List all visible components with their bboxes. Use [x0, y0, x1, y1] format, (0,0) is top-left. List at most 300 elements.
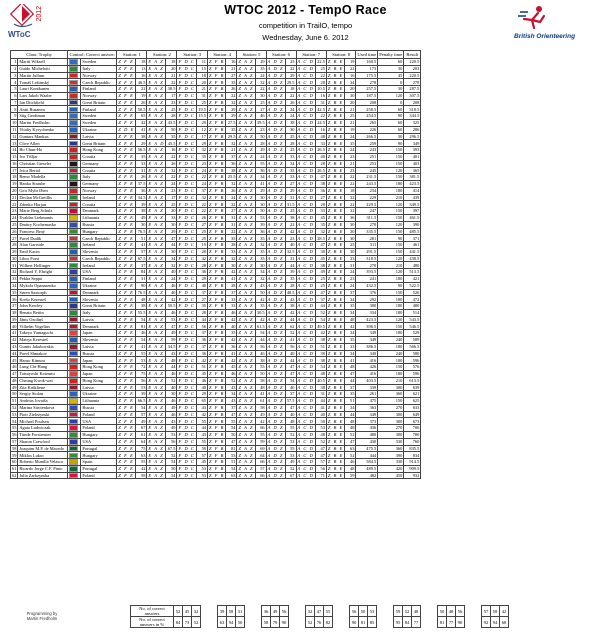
station-answer-cell: A C D — [297, 405, 314, 411]
station-sec-cell: 30.5 — [256, 310, 265, 316]
station-sec-cell: 36 — [255, 167, 266, 174]
station-answer-cell: A D Z — [267, 398, 284, 404]
result-cell: 625 — [404, 398, 421, 405]
station-sec-cell: 28 — [196, 309, 207, 316]
flag-cell — [68, 86, 81, 93]
used-time-cell: 436 — [356, 425, 378, 432]
name-cell: Martin Jullum — [18, 72, 68, 79]
penalty-time-cell: 300 — [378, 418, 404, 425]
station-answer-cell: Z F B — [208, 181, 225, 187]
used-time-cell: 251 — [356, 153, 378, 160]
used-time-cell: 396.5 — [356, 323, 378, 330]
result-cell: 461.5 — [404, 214, 421, 221]
station-answer-cell: Z F E — [118, 208, 134, 214]
page-subtitle: competition in TrailO, tempo — [258, 21, 353, 30]
station-sec-cell: 35 — [315, 221, 326, 228]
station-sec-cell: 39 — [136, 201, 147, 208]
table-row — [11, 370, 421, 377]
station-answer-cell: A D Z — [267, 405, 284, 411]
station-answer-cell: Z F E — [118, 167, 134, 173]
used-time-cell: 432.5 — [356, 282, 378, 289]
station-sec-cell: 38 — [315, 337, 326, 344]
flag-cell — [68, 59, 81, 66]
flag-cell — [68, 181, 81, 188]
station-sec-cell: 43 — [285, 296, 296, 303]
penalty-time-cell: 30 — [378, 133, 404, 140]
station-sec-cell: 40.5 — [317, 377, 325, 383]
station-answer-cell: Z B E — [327, 160, 344, 166]
used-time-cell: 160.5 — [356, 59, 378, 66]
station-answer-cell: Z A Z — [238, 282, 254, 288]
station-answer-cell: A D Z — [267, 65, 284, 71]
stats-value: 90 — [280, 617, 289, 628]
station-sec-cell: 90 — [136, 282, 147, 289]
rank-cell: 40 — [12, 323, 17, 329]
station-answer-cell: A C D — [297, 296, 314, 302]
station-sec-cell: 66 — [255, 425, 266, 432]
station-sec-cell: 11 — [196, 59, 207, 66]
station-sec-cell: 49 — [285, 459, 296, 466]
station-answer-cell: A D Z — [267, 357, 284, 363]
station-answer-cell: F D C — [178, 350, 195, 356]
station-answer-cell: Z A Z — [238, 418, 254, 424]
station-answer-cell: Z A Z — [238, 113, 254, 119]
station-sec-cell: 35 — [255, 303, 266, 310]
station-answer-cell: E A D — [148, 140, 165, 146]
table-row — [11, 208, 421, 215]
name-cell: Renato Bettin — [18, 309, 68, 316]
flag-cell — [68, 350, 81, 357]
station-sec-cell: 35 — [226, 79, 237, 86]
club-cell: USA — [81, 418, 117, 425]
result-cell: 220.5 — [404, 72, 421, 79]
station-answer-cell: A C D — [297, 323, 314, 329]
name-cell: Lars Jakob Waaler — [18, 92, 68, 99]
penalty-time-cell: 45 — [378, 72, 404, 79]
station-answer-cell: E A Z — [147, 174, 166, 181]
stats-value: 42 — [500, 606, 509, 617]
station-sec-cell: 22 — [136, 86, 147, 93]
rank-cell: 35 — [12, 289, 17, 295]
station-answer-cell: A C D — [297, 194, 314, 200]
name-cell: Lung Chi-Hang — [18, 364, 68, 371]
stats-value: 36 — [262, 606, 271, 617]
stats-gap — [289, 606, 306, 617]
station-sec-cell: 72 — [136, 364, 147, 371]
country-flag-icon — [69, 337, 78, 343]
penalty-time-cell: 120 — [378, 221, 404, 228]
british-orienteering-logo — [510, 4, 600, 46]
club-cell: Ukraine — [81, 126, 117, 133]
station-answer-cell: Z A Z — [238, 59, 254, 65]
station-answer-cell: A D Z — [267, 160, 284, 166]
station-sec-cell: 54 — [285, 377, 296, 384]
club-cell: Poland — [81, 411, 117, 418]
stats-value: 63 — [218, 617, 227, 628]
flag-cell — [68, 92, 81, 99]
penalty-time-cell: 180 — [378, 370, 404, 377]
station-sec-cell: 45 — [226, 364, 237, 371]
club-cell: Norway — [81, 187, 117, 194]
station-answer-cell: F D C — [178, 201, 195, 207]
station-answer-cell: F D C — [178, 127, 195, 132]
station-answer-cell: Z B E — [327, 79, 344, 85]
station-answer-cell: Z A Z — [238, 215, 254, 221]
result-cell: 613.5 — [404, 377, 421, 384]
stats-value: 56 — [280, 606, 289, 617]
table-row — [11, 221, 421, 228]
stats-value: 49 — [271, 606, 280, 617]
station-answer-cell: A C D — [297, 249, 314, 255]
result-cell: 706 — [404, 425, 421, 432]
station-sec-cell: 54 — [315, 364, 326, 371]
country-flag-icon — [69, 249, 78, 255]
station-sec-cell: 25 — [315, 282, 326, 289]
table-row — [11, 79, 421, 86]
station-sec-cell: 25 — [285, 147, 296, 154]
station-answer-cell: E A Z — [147, 113, 166, 120]
station-answer-cell: Z B E — [327, 86, 344, 92]
result-cell: 461 — [404, 242, 421, 249]
station-sec-cell: 35 — [345, 337, 356, 344]
used-time-cell: 393.5 — [356, 269, 378, 276]
country-flag-icon — [69, 269, 78, 275]
used-time-cell: 300 — [356, 303, 378, 310]
station-answer-cell: A C D — [297, 221, 314, 227]
station-sec-cell: 66.5 — [137, 398, 146, 404]
station-sec-cell: 52 — [166, 377, 177, 384]
station-4-header: Station: 4 — [207, 51, 237, 59]
country-flag-icon — [69, 141, 78, 147]
table-row — [11, 276, 421, 283]
club-cell: Ireland — [81, 242, 117, 249]
station-sec-cell: 21 — [166, 72, 177, 79]
station-answer-cell: F D C — [178, 99, 195, 105]
station-answer-cell: A C D — [297, 86, 314, 92]
station-sec-cell: 49 — [255, 411, 266, 418]
station-answer-cell: A D Z — [267, 72, 284, 78]
stats-value: 81 — [359, 617, 368, 628]
station-answer-cell: Z F B — [208, 371, 225, 377]
station-sec-cell: 41 — [345, 357, 356, 364]
penalty-time-cell: 150 — [378, 289, 404, 296]
station-sec-cell: 36 — [226, 343, 237, 350]
station-sec-cell: 44 — [255, 337, 266, 344]
station-answer-cell: E A Z — [147, 404, 166, 411]
station-answer-cell: Z F E — [118, 282, 134, 288]
station-sec-cell: 55 — [196, 418, 207, 425]
station-answer-cell: Z F E — [118, 371, 134, 377]
station-sec-cell: 21 — [196, 86, 207, 93]
station-answer-cell: Z F B — [208, 344, 225, 349]
station-sec-cell: 67.5 — [167, 445, 176, 451]
station-sec-cell: 18 — [345, 187, 356, 194]
flag-cell — [68, 228, 81, 235]
station-answer-cell: F D C — [178, 72, 195, 78]
station-answer-cell: Z B E — [327, 242, 344, 248]
country-flag-icon — [69, 127, 78, 133]
name-cell: Pavel Dudík — [18, 235, 68, 242]
station-answer-cell: A D Z — [267, 296, 284, 302]
table-row — [11, 323, 421, 330]
station-answer-cell: Z B E — [327, 357, 344, 363]
station-answer-cell: Z F E — [118, 303, 134, 309]
name-cell: Michael Poulsen — [18, 418, 68, 425]
table-row — [11, 228, 421, 235]
station-answer-cell: Z F B — [208, 296, 225, 302]
station-answer-cell: Z F E — [118, 452, 134, 458]
penalty-time-cell: 150 — [378, 174, 404, 181]
stats-value: 79 — [271, 617, 280, 628]
penalty-time-cell: 90 — [378, 113, 404, 120]
station-answer-cell: E A Z — [147, 350, 166, 357]
station-answer-cell: Z B E — [327, 452, 344, 458]
station-answer-cell: Z B E — [327, 249, 344, 255]
station-sec-cell: 48 — [315, 133, 326, 140]
club-cell: Norway — [81, 92, 117, 99]
station-sec-cell: 37.5 — [137, 181, 146, 187]
station-answer-cell: Z F E — [118, 201, 134, 207]
station-answer-cell: Z B E — [327, 323, 344, 329]
rank-cell: 51 — [12, 398, 17, 404]
station-sec-cell: 65 — [136, 113, 147, 120]
station-answer-cell: F D C — [178, 93, 195, 99]
station-sec-cell: 29.5 — [286, 79, 295, 85]
station-sec-cell: 47 — [345, 438, 356, 445]
stats-gap — [421, 617, 438, 628]
rank-cell: 32 — [12, 269, 17, 275]
station-sec-cell: 25.5 — [227, 174, 236, 180]
result-cell: 371 — [404, 235, 421, 242]
station-sec-cell: 56 — [285, 343, 296, 350]
stats-value: 77 — [412, 617, 421, 628]
flag-cell — [68, 452, 81, 459]
station-sec-cell: 45 — [315, 214, 326, 221]
country-flag-icon — [69, 303, 78, 309]
result-cell: 203 — [404, 65, 421, 72]
station-answer-cell: F D C — [178, 188, 195, 194]
station-answer-cell: Z F B — [208, 249, 225, 255]
station-sec-cell: 24 — [345, 269, 356, 276]
rank-cell: 16 — [12, 160, 17, 166]
name-cell: Christian Gieseler — [18, 160, 68, 167]
penalty-time-cell: 60 — [378, 59, 404, 66]
station-sec-cell: 42 — [315, 330, 326, 337]
station-answer-cell: Z A Z — [238, 459, 254, 465]
station-answer-cell: A C D — [297, 303, 314, 309]
stats-value: 52 — [403, 606, 412, 617]
club-cell: Portugal — [81, 465, 117, 472]
table-row — [11, 316, 421, 323]
station-sec-cell: 48 — [285, 418, 296, 425]
station-answer-cell: Z F E — [118, 154, 134, 160]
station-answer-cell: A D Z — [267, 228, 284, 234]
rank-cell: 3 — [11, 72, 18, 79]
station-answer-cell: A D Z — [267, 445, 284, 451]
station-sec-cell: 43.5 — [167, 120, 176, 126]
station-answer-cell: Z A Z — [238, 99, 254, 105]
rank-cell: 57 — [12, 438, 17, 444]
station-answer-cell: E A Z — [147, 126, 166, 133]
station-sec-cell: 42 — [166, 296, 177, 303]
flag-cell — [68, 316, 81, 323]
station-answer-cell: Z A Z — [238, 438, 254, 444]
result-cell: 580 — [404, 350, 421, 357]
rank-cell: 2 — [11, 65, 18, 72]
station-sec-cell: 39 — [285, 269, 296, 276]
station-sec-cell: 33 — [285, 174, 296, 181]
club-cell: Denmark — [81, 208, 117, 215]
station-sec-cell: 43 — [166, 418, 177, 425]
station-sec-cell: 35 — [345, 303, 356, 310]
result-cell: 441.5 — [404, 248, 421, 255]
country-flag-icon — [69, 188, 78, 194]
station-answer-cell: A C D — [297, 127, 314, 132]
station-sec-cell: 54 — [136, 337, 147, 344]
stats-gap — [245, 617, 262, 628]
rank-cell: 23 — [12, 208, 17, 214]
flag-cell — [68, 438, 81, 445]
stats-value: 94 — [491, 617, 500, 628]
station-sec-cell: 58 — [255, 404, 266, 411]
result-cell: 318.5 — [404, 106, 421, 113]
station-sec-cell: 32 — [226, 99, 237, 106]
station-answer-cell: Z F B — [208, 72, 225, 78]
station-sec-cell: 37 — [196, 289, 207, 296]
station-sec-cell: 31 — [285, 194, 296, 201]
penalty-time-cell: 150 — [378, 364, 404, 371]
station-sec-cell: 67 — [285, 472, 296, 479]
stats-value: 73 — [183, 617, 192, 628]
result-cell: 589 — [404, 337, 421, 344]
station-sec-cell: 52 — [166, 452, 177, 459]
station-sec-cell: 29 — [196, 140, 207, 147]
station-sec-cell: 33 — [136, 160, 147, 167]
club-cell: Hungary — [81, 452, 117, 459]
station-answer-cell: E A Z — [147, 323, 166, 330]
station-answer-cell: A C D — [297, 120, 314, 126]
table-row — [11, 167, 421, 174]
station-sec-cell: 55 — [136, 350, 147, 357]
station-sec-cell: 28 — [166, 113, 177, 120]
station-answer-cell: F D C — [178, 459, 195, 465]
flag-cell — [68, 235, 81, 242]
station-answer-cell: A D Z — [267, 303, 284, 309]
station-sec-cell: 52 — [315, 309, 326, 316]
station-sec-cell: 34 — [345, 404, 356, 411]
flag-cell — [68, 72, 81, 79]
used-time-cell: 266.5 — [356, 133, 378, 140]
penalty-time-cell: 180 — [378, 276, 404, 283]
station-answer-cell: Z A Z — [238, 208, 254, 214]
station-answer-cell: A C D — [297, 459, 314, 465]
result-cell: 472 — [404, 296, 421, 303]
station-sec-cell: 48 — [345, 465, 356, 472]
table-row — [11, 282, 421, 289]
table-row — [11, 140, 421, 147]
flag-cell — [68, 309, 81, 316]
club-cell: Slovenia — [81, 337, 117, 344]
club-cell: Portugal — [81, 445, 117, 452]
station-answer-cell: Z F E — [118, 59, 134, 65]
station-sec-cell: 30 — [345, 221, 356, 228]
name-cell: Guntars Mankus — [18, 133, 68, 140]
station-sec-cell: 38 — [136, 303, 147, 310]
station-sec-cell: 23 — [345, 153, 356, 160]
station-sec-cell: 17 — [166, 92, 177, 99]
station-sec-cell: 55 — [196, 438, 207, 445]
station-sec-cell: 44 — [166, 242, 177, 249]
station-sec-cell: 49 — [315, 269, 326, 276]
table-row — [11, 377, 421, 384]
name-cell: Miklos Lukoc — [18, 452, 68, 459]
station-answer-cell: Z B E — [327, 344, 344, 349]
table-row — [11, 269, 421, 276]
station-sec-cell: 31 — [315, 391, 326, 398]
country-flag-icon — [69, 181, 78, 187]
name-cell: Takeyo Yamaguchi — [18, 330, 68, 337]
station-answer-cell: Z B E — [327, 221, 344, 227]
station-sec-cell: 50.5 — [137, 106, 146, 112]
used-time-cell: 318.5 — [356, 255, 378, 262]
station-answer-cell: F D C — [178, 330, 195, 336]
used-time-cell: 278 — [356, 79, 378, 86]
station-sec-cell: 46 — [166, 411, 177, 418]
station-answer-cell: E A Z — [147, 167, 166, 174]
station-answer-cell: A C D — [297, 181, 314, 187]
station-answer-cell: E A Z — [147, 391, 166, 398]
result-cell: 480 — [404, 303, 421, 310]
station-answer-cell: Z F E — [118, 106, 134, 112]
station-answer-cell: A C D — [297, 411, 314, 417]
station-sec-cell: 40 — [196, 384, 207, 391]
station-answer-cell: Z A Z — [238, 296, 254, 302]
station-sec-cell: 42 — [226, 357, 237, 364]
control-header: Control: Correct answer: — [69, 51, 116, 57]
station-answer-cell: F D C — [178, 242, 195, 248]
station-sec-cell: 28 — [226, 242, 237, 249]
name-cell: Sharon Crawford — [18, 438, 68, 445]
club-cell: Finland — [81, 106, 117, 113]
penalty-time-cell: 360 — [378, 445, 404, 452]
station-answer-cell: Z A Z — [238, 432, 254, 438]
station-answer-cell: A D Z — [267, 208, 284, 214]
station-answer-cell: F D C — [178, 113, 195, 119]
station-answer-cell: Z B E — [327, 276, 344, 282]
station-answer-cell: Z A Z — [238, 472, 254, 478]
rank-cell: 36 — [12, 296, 17, 302]
station-sec-cell: 35 — [196, 153, 207, 160]
station-answer-cell: Z F E — [118, 411, 134, 417]
station-answer-cell: A C D — [297, 106, 314, 112]
station-sec-cell: 37 — [345, 289, 356, 296]
station-sec-cell: 48 — [315, 431, 326, 438]
table-row — [11, 214, 421, 221]
station-sec-cell: 31 — [226, 221, 237, 228]
station-answer-cell: Z F E — [118, 323, 134, 329]
station-answer-cell: A D Z — [267, 432, 284, 438]
stats-value: 57 — [482, 606, 491, 617]
station-answer-cell: E A Z — [147, 370, 166, 377]
station-answer-cell: Z B E — [327, 228, 344, 234]
station-sec-cell: 47 — [315, 174, 326, 181]
station-answer-cell: Z F E — [118, 235, 134, 241]
station-sec-cell: 47 — [315, 452, 326, 459]
station-sec-cell: 47 — [226, 411, 237, 418]
station-answer-cell: Z A Z — [238, 235, 254, 241]
stats-gap — [509, 606, 526, 617]
flag-cell — [68, 133, 81, 140]
